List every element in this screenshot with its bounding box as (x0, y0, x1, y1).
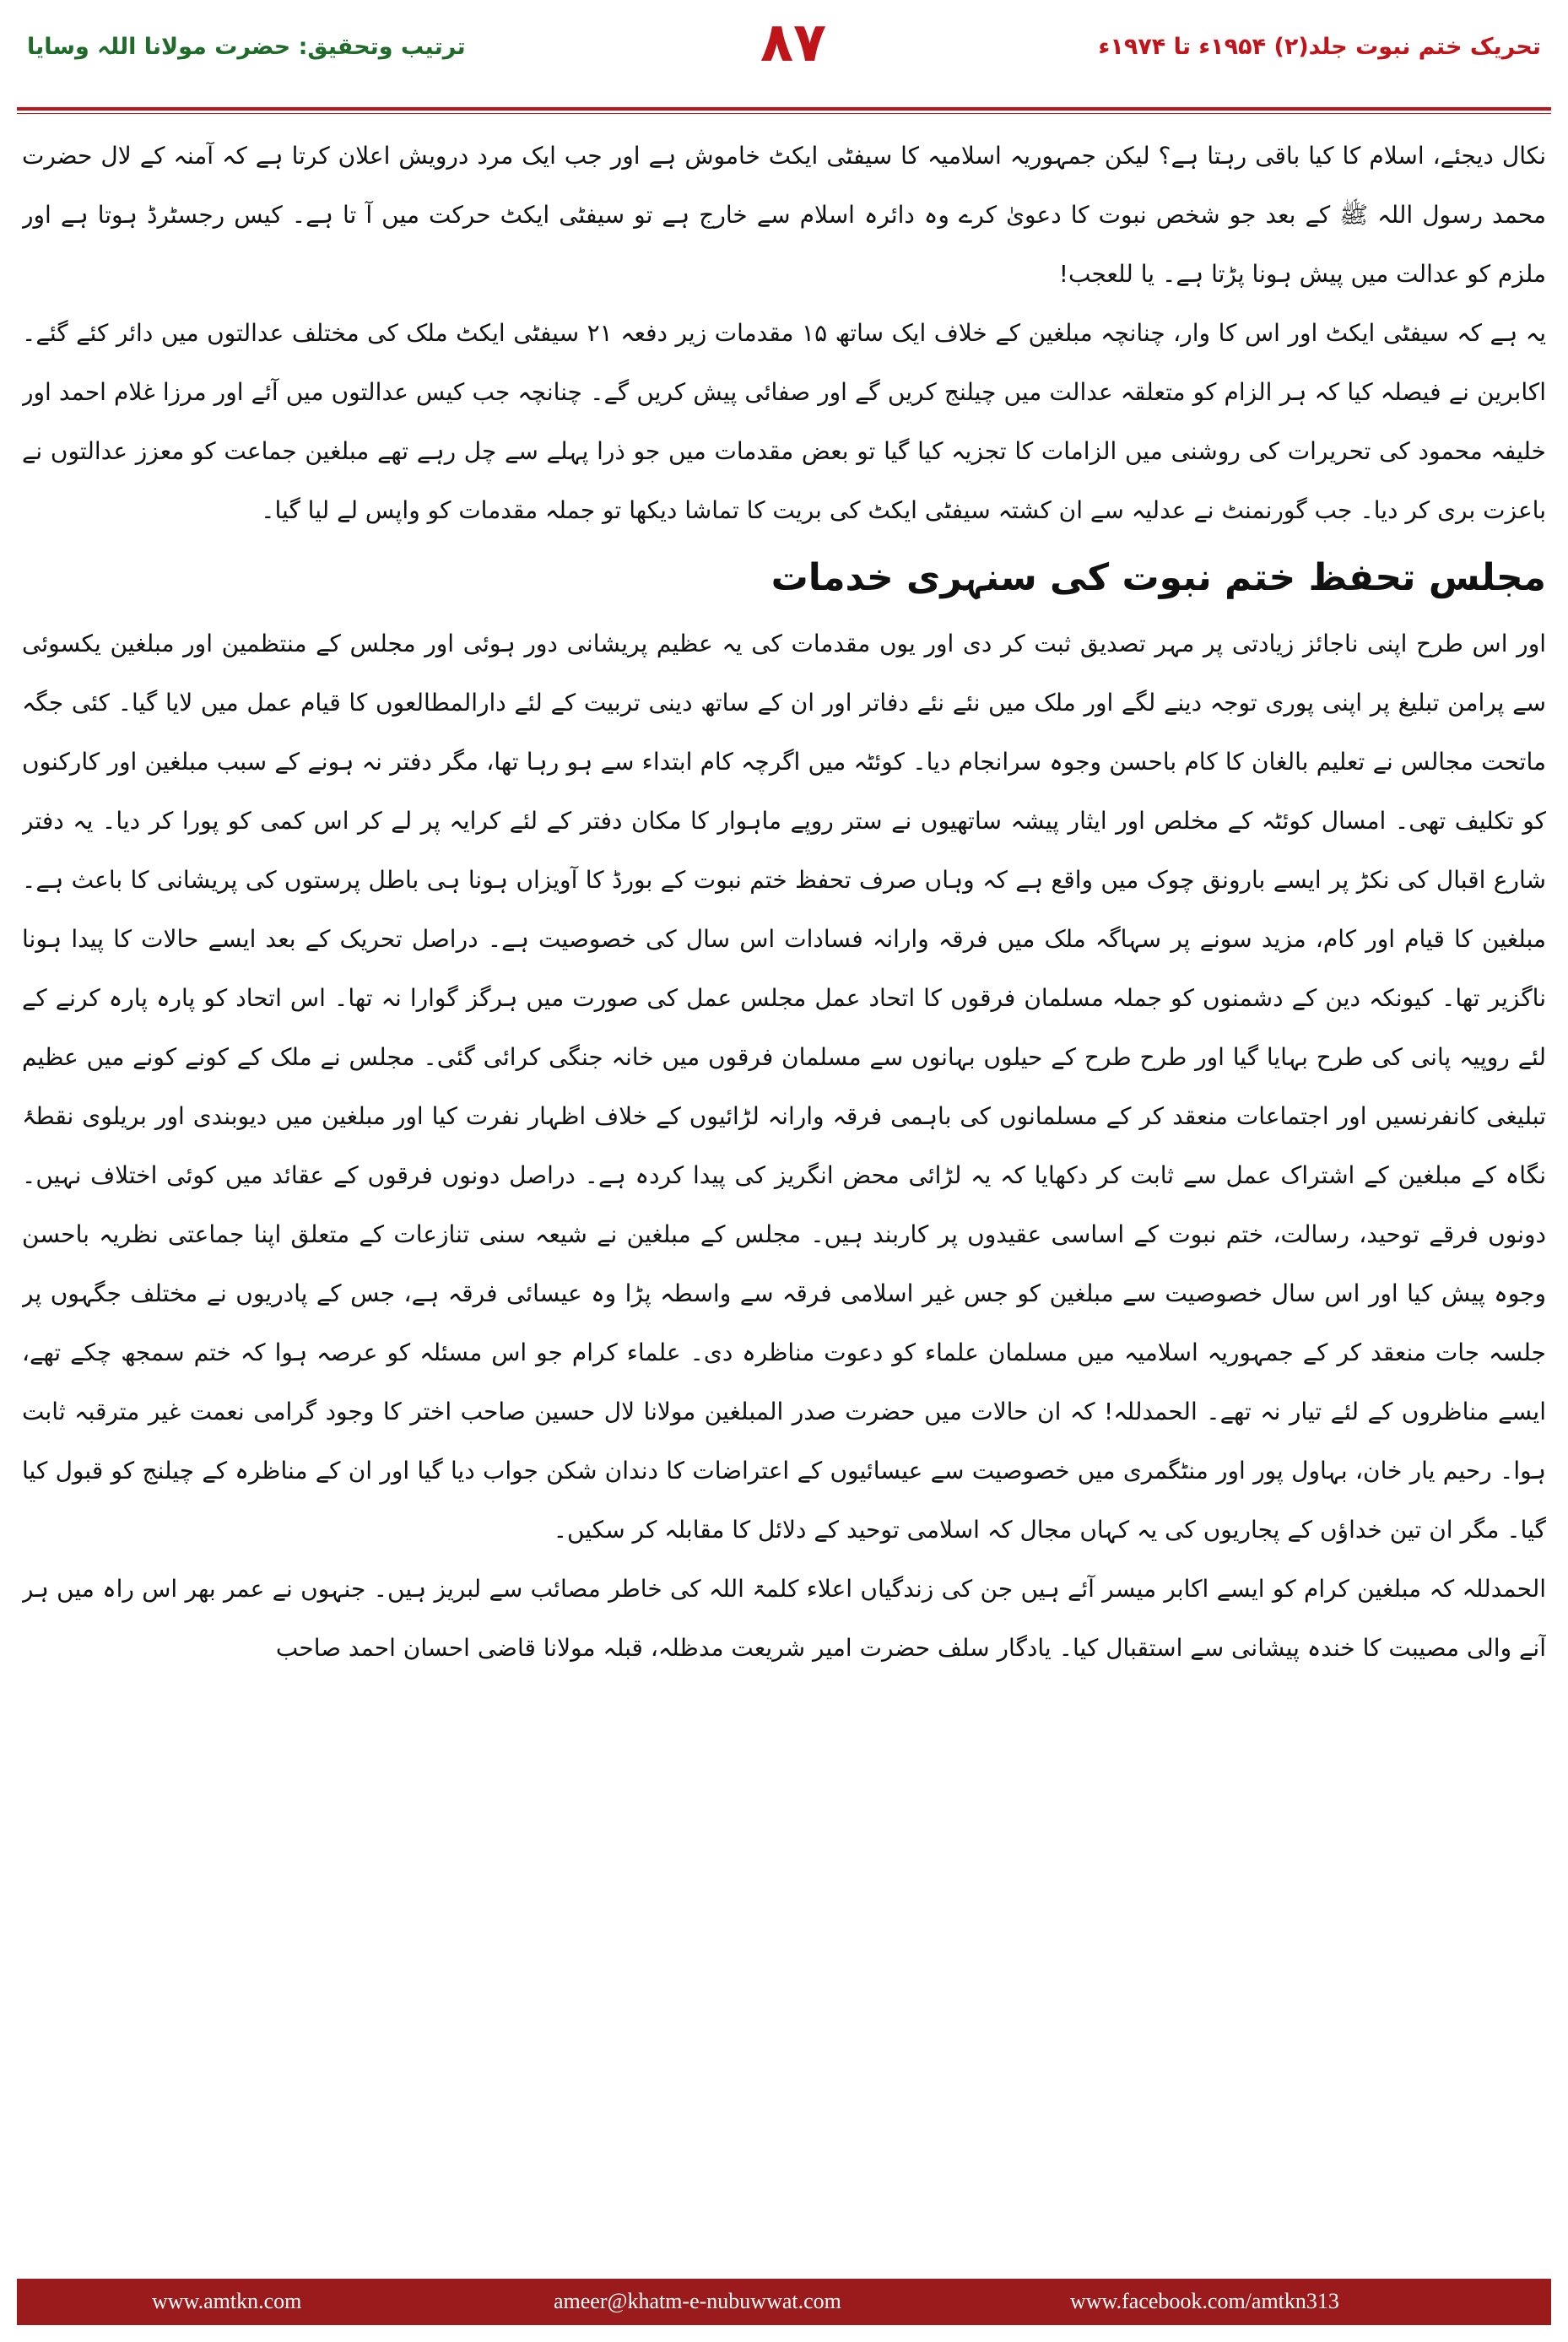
website-link[interactable]: www.amtkn.com (152, 2289, 302, 2313)
header-divider-thin (17, 113, 1551, 114)
page-footer (17, 2279, 1551, 2325)
section-paragraph-1: اور اس طرح اپنی ناجائز زیادتی پر مہر تصدیق ثبت کر دی اور یوں مقدمات کی یہ عظیم پریشانی دور ہوئی اور مجلس کے منتظمین اور مبلغین یکسوئی سے پرامن تبلیغ پر اپنی پوری توجہ دینے لگے اور ملک میں نئے نئے دفاتر اور ان کے ساتھ دینی تربیت کے لئے دارالمطالعوں کا قیام عمل میں لایا گیا۔ کئی جگہ ماتحت مجالس نے تعلیم بالغان کا کام باحسن وجوہ سرانجام دیا۔ کوئٹہ میں اگرچہ کام ابتداء سے ہو رہا تھا، مگر دفتر نہ ہونے کے سبب مبلغین اور کارکنوں کو تکلیف تھی۔ امسال کوئٹہ کے مخلص اور ایثار پیشہ ساتھیوں نے ستر روپے ماہوار کا مکان دفتر کے لئے کرایہ پر لے کر اس کمی کو پورا کر دیا۔ یہ دفتر شارع اقبال کی نکڑ پر ایسے بارونق چوک میں واقع ہے کہ وہاں صرف تحفظ ختم نبوت کے بورڈ کا آویزاں ہونا ہی باطل پرستوں کی پریشانی کا باعث ہے۔ مبلغین کا قیام اور کام، مزید سونے پر سہاگہ ملک میں فرقہ وارانہ فسادات اس سال کی خصوصیت ہے۔ دراصل تحریک کے بعد ایسے حالات کا پیدا ہونا ناگزیر تھا۔ کیونکہ دین کے دشمنوں کو جملہ مسلمان فرقوں کا اتحاد عمل مجلس عمل کی صورت میں ہرگز گوارا نہ تھا۔ اس اتحاد کو پارہ پارہ کرنے کے لئے روپیہ پانی کی طرح بہایا گیا اور طرح طرح کے حیلوں بہانوں سے مسلمان فرقوں میں خانہ جنگی کرائی گئی۔ مجلس نے ملک کے کونے کونے میں عظیم تبلیغی کانفرنسیں اور اجتماعات منعقد کر کے مسلمانوں کی باہمی فرقہ وارانہ لڑائیوں کے خلاف اظہار نفرت کیا اور مبلغین میں دیوبندی اور بریلوی نقطۂ نگاہ کے مبلغین کے اشتراک عمل سے ثابت کر دکھایا کہ یہ لڑائی محض انگریز کی پیدا کردہ ہے۔ دراصل دونوں فرقوں کے عقائد میں کوئی اختلاف نہیں۔ دونوں فرقے توحید، رسالت، ختم نبوت کے اساسی عقیدوں پر کاربند ہیں۔ مجلس کے مبلغین نے شیعہ سنی تنازعات کے متعلق اپنا جماعتی نظریہ باحسن وجوہ پیش کیا اور اس سال خصوصیت سے مبلغین کو جس غیر اسلامی فرقہ سے واسطہ پڑا وہ عیسائی فرقہ ہے، جس کے پادریوں نے مختلف جگہوں پر جلسہ جات منعقد کر کے جمہوریہ اسلامیہ میں مسلمان علماء کو دعوت مناظرہ دی۔ علماء کرام جو اس مسئلہ کو عرصہ ہوا کہ ختم سمجھ چکے تھے، ایسے مناظروں کے لئے تیار نہ تھے۔ الحمدللہ! کہ ان حالات میں حضرت صدر المبلغین مولانا لال حسین صاحب اختر کا وجود گرامی نعمت غیر مترقبہ ثابت ہوا۔ رحیم یار خان، بہاول پور اور منٹگمری میں خصوصیت سے عیسائیوں کے اعتراضات کا دندان شکن جواب دیا گیا اور ان کے مناظرہ کے چیلنج کو قبول کیا گیا۔ مگر ان تین خداؤں کے پجاریوں کی یہ کہاں مجال کہ اسلامی توحید کے دلائل کا مقابلہ کر سکیں۔ (22, 630, 1546, 1544)
section-paragraph-2: الحمدللہ کہ مبلغین کرام کو ایسے اکابر میسر آئے ہیں جن کی زندگیاں اعلاء کلمۃ اللہ کی خاطر مصائب سے لبریز ہیں۔ جنہوں نے عمر بھر اس راہ میں ہر آنے والی مصیبت کا خندہ پیشانی سے استقبال کیا۔ یادگار سلف حضرت امیر شریعت مدظلہ، قبلہ مولانا قاضی احسان احمد صاحب (22, 1575, 1546, 1662)
page-number: ۸۷ (760, 12, 827, 74)
email-link[interactable]: ameer@khatm-e-nubuwwat.com (554, 2289, 841, 2313)
page-body (22, 127, 1546, 2262)
header-book-title: تحریک ختم نبوت جلد(۲) ۱۹۵۴ء تا ۱۹۷۴ء (1098, 34, 1541, 60)
paragraph-2: یہ ہے کہ سیفٹی ایکٹ اور اس کا وار، چنانچہ مبلغین کے خلاف ایک ساتھ ۱۵ مقدمات زیر دفعہ ۲۱ سیفٹی ایکٹ ملک کی مختلف عدالتوں میں دائر کئے گئے۔ اکابرین نے فیصلہ کیا کہ ہر الزام کو متعلقہ عدالت میں چیلنج کریں گے اور صفائی پیش کریں گے۔ چنانچہ جب کیس عدالتوں میں آئے اور مرزا غلام احمد اور خلیفہ محمود کی تحریرات کی روشنی میں الزامات کا تجزیہ کیا گیا تو بعض مقدمات میں جو ذرا پہلے سے چل رہے تھے مبلغین جماعت کو معزز عدالتوں نے باعزت بری کر دیا۔ جب گورنمنٹ نے عدلیہ سے ان کشتہ سیفٹی ایکٹ کی بریت کا تماشا دیکھا تو جملہ مقدمات کو واپس لے لیا گیا۔ (22, 319, 1546, 524)
page-header (17, 0, 1551, 118)
section-heading: مجلس تحفظ ختم نبوت کی سنہری خدمات (770, 556, 1546, 599)
header-divider (17, 107, 1551, 111)
header-compiler-credit: ترتیب وتحقیق: حضرت مولانا اللہ وسایا (27, 34, 466, 60)
facebook-link[interactable]: www.facebook.com/amtkn313 (1070, 2289, 1339, 2313)
paragraph-1: نکال دیجئے، اسلام کا کیا باقی رہتا ہے؟ لیکن جمہوریہ اسلامیہ کا سیفٹی ایکٹ خاموش ہے اور جب ایک مرد درویش اعلان کرتا ہے کہ آمنہ کے لال حضرت محمد رسول اللہ ﷺ کے بعد جو شخص نبوت کا دعویٰ کرے وہ دائرہ اسلام سے خارج ہے تو سیفٹی ایکٹ حرکت میں آ تا ہے۔ کیس رجسٹرڈ ہوتا ہے اور ملزم کو عدالت میں پیش ہونا پڑتا ہے۔ یا للعجب! (22, 142, 1546, 288)
